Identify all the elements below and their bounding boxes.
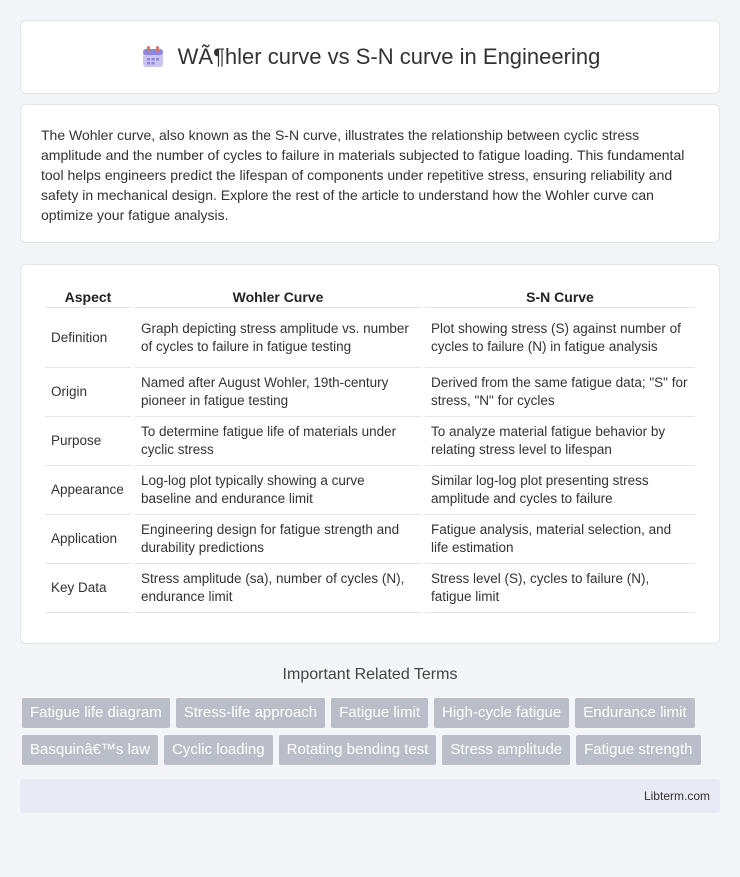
row-aspect: Purpose xyxy=(45,417,131,466)
row-sn: Stress level (S), cycles to failure (N), fatigue limit xyxy=(425,564,695,613)
calendar-icon xyxy=(140,44,166,70)
row-wohler: Named after August Wohler, 19th-century pioneer in fatigue testing xyxy=(135,368,421,417)
row-aspect: Origin xyxy=(45,368,131,417)
term-tag[interactable]: High-cycle fatigue xyxy=(434,698,569,728)
term-tag[interactable]: Rotating bending test xyxy=(279,735,437,765)
row-wohler: Engineering design for fatigue strength and durability predictions xyxy=(135,515,421,564)
row-aspect: Definition xyxy=(45,308,131,368)
table-row xyxy=(45,466,695,515)
term-tag[interactable]: Endurance limit xyxy=(575,698,694,728)
table-row xyxy=(45,515,695,564)
table-row xyxy=(45,564,695,613)
row-aspect: Key Data xyxy=(45,564,131,613)
related-terms-list xyxy=(22,698,720,765)
page-header xyxy=(20,20,720,94)
related-terms-title: Important Related Terms xyxy=(282,666,458,683)
header-sn-curve: S-N Curve xyxy=(425,283,695,308)
footer-site-link[interactable]: Libterm.com xyxy=(643,789,710,803)
row-wohler: To determine fatigue life of materials under cyclic stress xyxy=(135,417,421,466)
term-tag[interactable]: Fatigue strength xyxy=(576,735,700,765)
table-row xyxy=(45,308,695,368)
row-sn: Similar log-log plot presenting stress amplitude and cycles to failure xyxy=(425,466,695,515)
page-title: WÃ¶hler curve vs S-N curve in Engineering xyxy=(177,44,601,69)
row-wohler: Stress amplitude (sa), number of cycles (N), endurance limit xyxy=(135,564,421,613)
term-tag[interactable]: Fatigue life diagram xyxy=(22,698,170,728)
intro-section xyxy=(20,104,720,243)
row-aspect: Appearance xyxy=(45,466,131,515)
term-tag[interactable]: Fatigue limit xyxy=(331,698,428,728)
term-tag[interactable]: Stress-life approach xyxy=(176,698,325,728)
comparison-table xyxy=(41,283,699,613)
row-wohler: Log-log plot typically showing a curve baseline and endurance limit xyxy=(135,466,421,515)
row-wohler: Graph depicting stress amplitude vs. number of cycles to failure in fatigue testing xyxy=(135,308,421,368)
row-sn: Plot showing stress (S) against number of cycles to failure (N) in fatigue analysis xyxy=(425,308,695,368)
row-sn: To analyze material fatigue behavior by relating stress level to lifespan xyxy=(425,417,695,466)
table-header-row xyxy=(45,283,695,308)
header-aspect: Aspect xyxy=(45,283,131,308)
header-wohler-curve: Wohler Curve xyxy=(135,283,421,308)
table-row xyxy=(45,417,695,466)
intro-text: The Wohler curve, also known as the S-N curve, illustrates the relationship between cyclic stress amplitude and the number of cycles to failure in materials subjected to fatigue loading. This fundamental tool helps engineers predict the lifespan of components under repetitive stress, ensuring reliability and safety in mechanical design. Explore the rest of the article to understand how the Wohler curve can optimize your fatigue analysis. xyxy=(41,127,685,223)
table-row xyxy=(45,368,695,417)
row-sn: Fatigue analysis, material selection, and life estimation xyxy=(425,515,695,564)
row-sn: Derived from the same fatigue data; "S" for stress, "N" for cycles xyxy=(425,368,695,417)
page-footer xyxy=(20,779,720,813)
term-tag[interactable]: Cyclic loading xyxy=(164,735,273,765)
row-aspect: Application xyxy=(45,515,131,564)
term-tag[interactable]: Basquinâ€™s law xyxy=(22,735,158,765)
comparison-table-card xyxy=(20,264,720,644)
term-tag[interactable]: Stress amplitude xyxy=(442,735,570,765)
